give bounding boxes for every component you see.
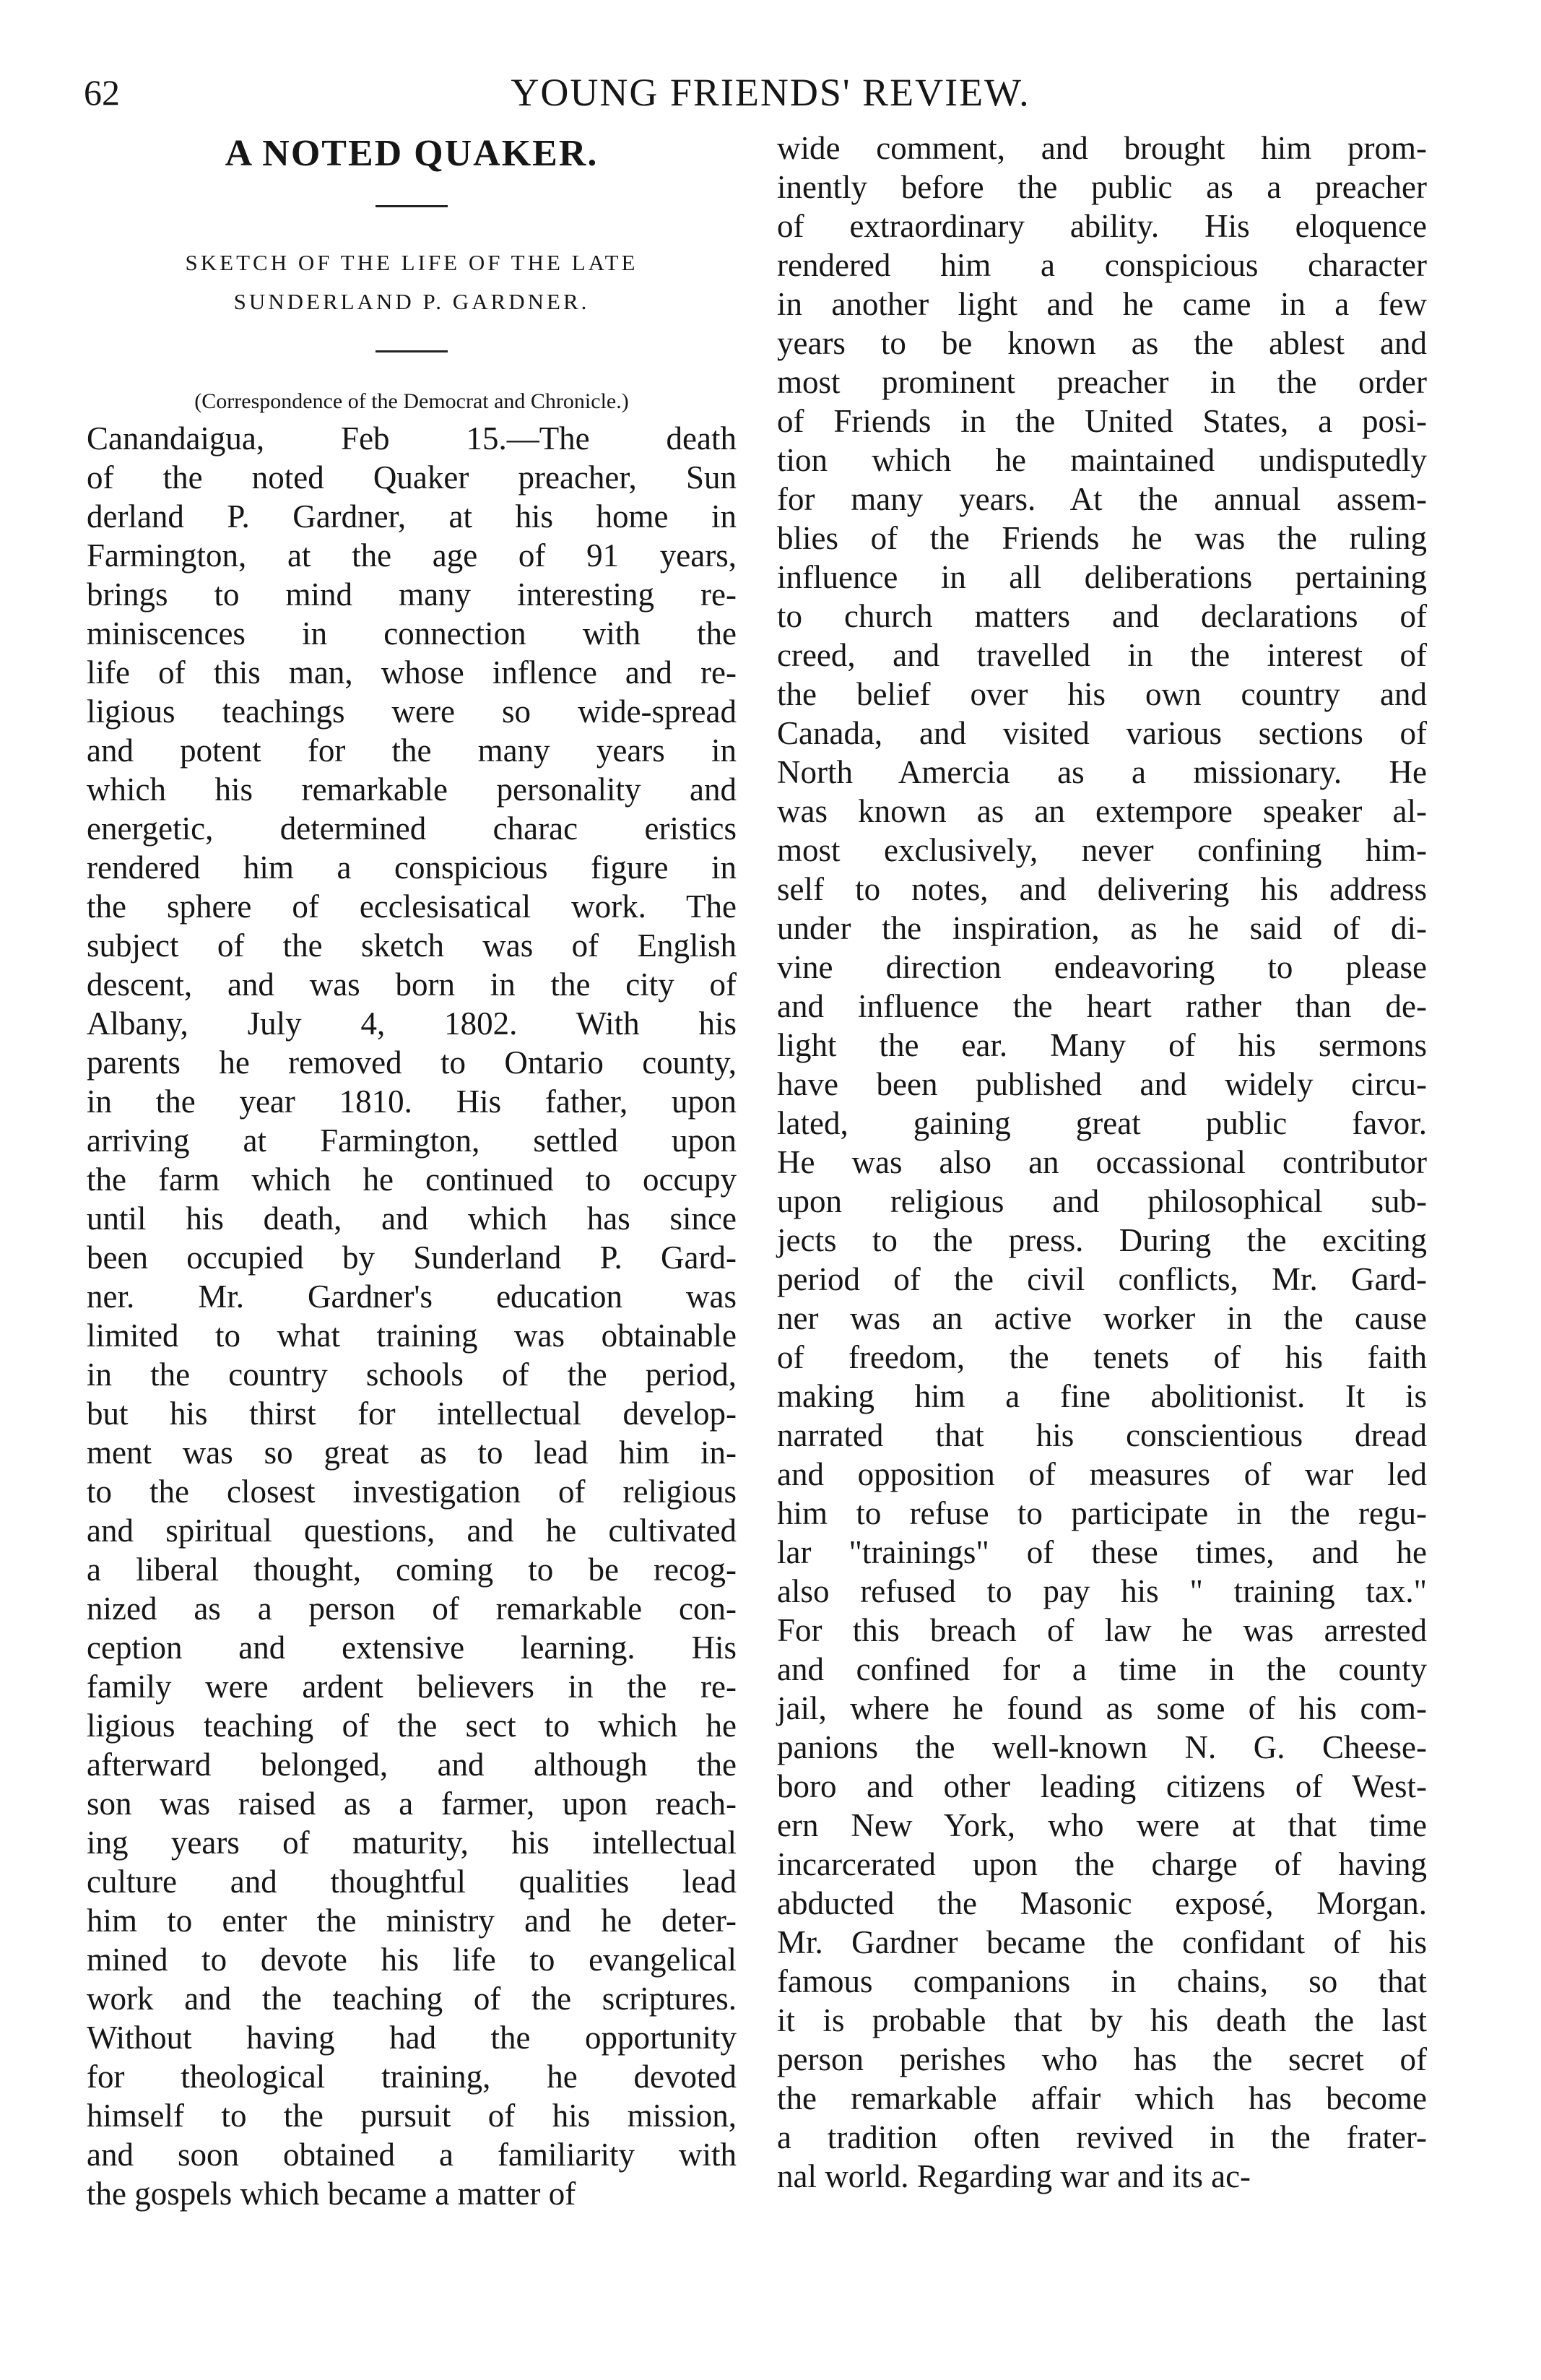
text-line: nized as a person of remarkable con- [87, 1591, 737, 1627]
source-note: (Correspondence of the Democrat and Chronicle.) [194, 389, 629, 413]
text-line: most prominent preacher in the order [777, 364, 1427, 400]
text-line: a liberal thought, coming to be recog- [87, 1552, 737, 1588]
text-line: ment was so great as to lead him in- [87, 1435, 737, 1471]
text-line: boro and other leading citizens of West- [777, 1768, 1427, 1804]
text-line: was known as an extempore speaker al- [777, 793, 1427, 829]
text-line: self to notes, and delivering his address [777, 871, 1427, 907]
text-line: North Amercia as a missionary. He [777, 754, 1427, 790]
text-line: Without having had the opportunity [87, 2020, 737, 2056]
article-subtitle-line-2: SUNDERLAND P. GARDNER. [233, 289, 590, 314]
text-line: limited to what training was obtainable [87, 1317, 737, 1354]
text-line: miniscences in connection with the [87, 615, 737, 652]
text-line: under the inspiration, as he said of di- [777, 910, 1427, 946]
text-line: ern New York, who were at that time [777, 1807, 1427, 1843]
text-line: have been published and widely circu- [777, 1066, 1427, 1102]
page-number: 62 [84, 72, 120, 113]
text-line: descent, and was born in the city of [87, 966, 737, 1003]
text-line: of freedom, the tenets of his faith [777, 1339, 1427, 1375]
running-head [0, 64, 1541, 121]
text-line: abducted the Masonic exposé, Morgan. [777, 1885, 1427, 1921]
text-line: him to refuse to participate in the regu- [777, 1495, 1427, 1531]
text-line: Albany, July 4, 1802. With his [87, 1005, 737, 1042]
text-line: him to enter the ministry and he deter- [87, 1903, 737, 1939]
text-line: narrated that his conscientious dread [777, 1417, 1427, 1453]
text-line: nal world. Regarding war and its ac- [777, 2158, 1251, 2194]
text-line: the sphere of ecclesisatical work. The [87, 888, 737, 925]
text-line: Canada, and visited various sections of [777, 715, 1427, 751]
text-line: influence in all deliberations pertaining [777, 559, 1427, 595]
text-line: subject of the sketch was of English [87, 927, 737, 964]
left-column-text [87, 419, 737, 2213]
text-line: ner. Mr. Gardner's education was [87, 1278, 737, 1315]
text-line: work and the teaching of the scriptures. [87, 1981, 737, 2017]
text-line: himself to the pursuit of his mission, [87, 2098, 737, 2134]
text-line: the remarkable affair which has become [777, 2080, 1427, 2116]
text-line: and spiritual questions, and he cultivated [87, 1513, 737, 1549]
text-line: of Friends in the United States, a posi- [777, 403, 1427, 439]
text-line: culture and thoughtful qualities lead [87, 1864, 737, 1900]
text-line: parents he removed to Ontario county, [87, 1044, 737, 1081]
text-line: Mr. Gardner became the confidant of his [777, 1924, 1427, 1960]
text-line: mined to devote his life to evangelical [87, 1942, 737, 1978]
right-column-text [777, 129, 1427, 2196]
text-line: but his thirst for intellectual develop- [87, 1395, 737, 1432]
text-line: For this breach of law he was arrested [777, 1612, 1427, 1648]
text-line: years to be known as the ablest and [777, 325, 1427, 361]
text-line: tion which he maintained undisputedly [777, 442, 1427, 478]
text-line: the belief over his own country and [777, 676, 1427, 712]
text-line: been occupied by Sunderland P. Gard- [87, 1239, 737, 1276]
text-line: blies of the Friends he was the ruling [777, 520, 1427, 556]
text-line: and soon obtained a familiarity with [87, 2137, 737, 2173]
text-line: in the country schools of the period, [87, 1356, 737, 1393]
text-line: rendered him a conspicious character [777, 247, 1427, 283]
text-line: also refused to pay his " training tax." [777, 1573, 1427, 1609]
text-line: vine direction endeavoring to please [777, 949, 1427, 985]
left-column [87, 129, 737, 2213]
right-column [777, 129, 1427, 2196]
text-line: the farm which he continued to occupy [87, 1161, 737, 1198]
text-line: for many years. At the annual assem- [777, 481, 1427, 517]
text-line: brings to mind many interesting re- [87, 576, 737, 613]
text-line: inently before the public as a preacher [777, 169, 1427, 205]
text-line: in another light and he came in a few [777, 286, 1427, 322]
text-line: which his remarkable personality and [87, 771, 737, 808]
text-line: lar "trainings" of these times, and he [777, 1534, 1427, 1570]
text-line: and influence the heart rather than de- [777, 988, 1427, 1024]
text-line: period of the civil conflicts, Mr. Gard- [777, 1261, 1427, 1297]
text-line: ception and extensive learning. His [87, 1630, 737, 1666]
journal-title: YOUNG FRIENDS' REVIEW. [511, 71, 1030, 114]
article-subtitle-line-1: SKETCH OF THE LIFE OF THE LATE [185, 250, 638, 275]
text-line: the gospels which became a matter of [87, 2176, 576, 2212]
text-line: He was also an occassional contributor [777, 1144, 1427, 1180]
text-line: derland P. Gardner, at his home in [87, 498, 737, 535]
text-line: it is probable that by his death the last [777, 2002, 1427, 2038]
text-line: and confined for a time in the county [777, 1651, 1427, 1687]
text-line: jects to the press. During the exciting [777, 1222, 1427, 1258]
text-line: jail, where he found as some of his com- [777, 1690, 1427, 1726]
article-title: A NOTED QUAKER. [225, 133, 599, 174]
text-line: panions the well-known N. G. Cheese- [777, 1729, 1427, 1765]
text-line: ner was an active worker in the cause [777, 1300, 1427, 1336]
text-line: a tradition often revived in the frater- [777, 2119, 1427, 2155]
text-line: to church matters and declarations of [777, 598, 1427, 634]
text-line: ligious teaching of the sect to which he [87, 1708, 737, 1744]
text-line: Canandaigua, Feb 15.—The death [87, 420, 737, 456]
text-line: ligious teachings were so wide-spread [87, 693, 737, 730]
text-line: until his death, and which has since [87, 1200, 737, 1237]
title-divider [376, 205, 448, 207]
text-line: making him a fine abolitionist. It is [777, 1378, 1427, 1414]
text-line: to the closest investigation of religious [87, 1474, 737, 1510]
text-line: of the noted Quaker preacher, Sun [87, 459, 737, 496]
text-line: light the ear. Many of his sermons [777, 1027, 1427, 1063]
text-line: incarcerated upon the charge of having [777, 1846, 1427, 1882]
text-line: famous companions in chains, so that [777, 1963, 1427, 1999]
text-line: for theological training, he devoted [87, 2059, 737, 2095]
text-line: Farmington, at the age of 91 years, [87, 537, 737, 574]
text-line: lated, gaining great public favor. [777, 1105, 1427, 1141]
text-line: in the year 1810. His father, upon [87, 1083, 737, 1120]
text-line: family were ardent believers in the re- [87, 1669, 737, 1705]
text-line: ing years of maturity, his intellectual [87, 1825, 737, 1861]
subtitle-divider [376, 350, 448, 352]
text-line: wide comment, and brought him prom- [777, 130, 1427, 166]
text-line: most exclusively, never confining him- [777, 832, 1427, 868]
text-line: rendered him a conspicious figure in [87, 849, 737, 886]
text-line: person perishes who has the secret of [777, 2041, 1427, 2077]
text-line: upon religious and philosophical sub- [777, 1183, 1427, 1219]
text-line: creed, and travelled in the interest of [777, 637, 1427, 673]
text-line: and potent for the many years in [87, 732, 737, 769]
text-line: son was raised as a farmer, upon reach- [87, 1786, 737, 1822]
text-line: of extraordinary ability. His eloquence [777, 208, 1427, 244]
text-line: life of this man, whose inflence and re- [87, 654, 737, 691]
text-line: and opposition of measures of war led [777, 1456, 1427, 1492]
text-line: arriving at Farmington, settled upon [87, 1122, 737, 1159]
text-line: energetic, determined charac eristics [87, 810, 737, 847]
text-line: afterward belonged, and although the [87, 1747, 737, 1783]
